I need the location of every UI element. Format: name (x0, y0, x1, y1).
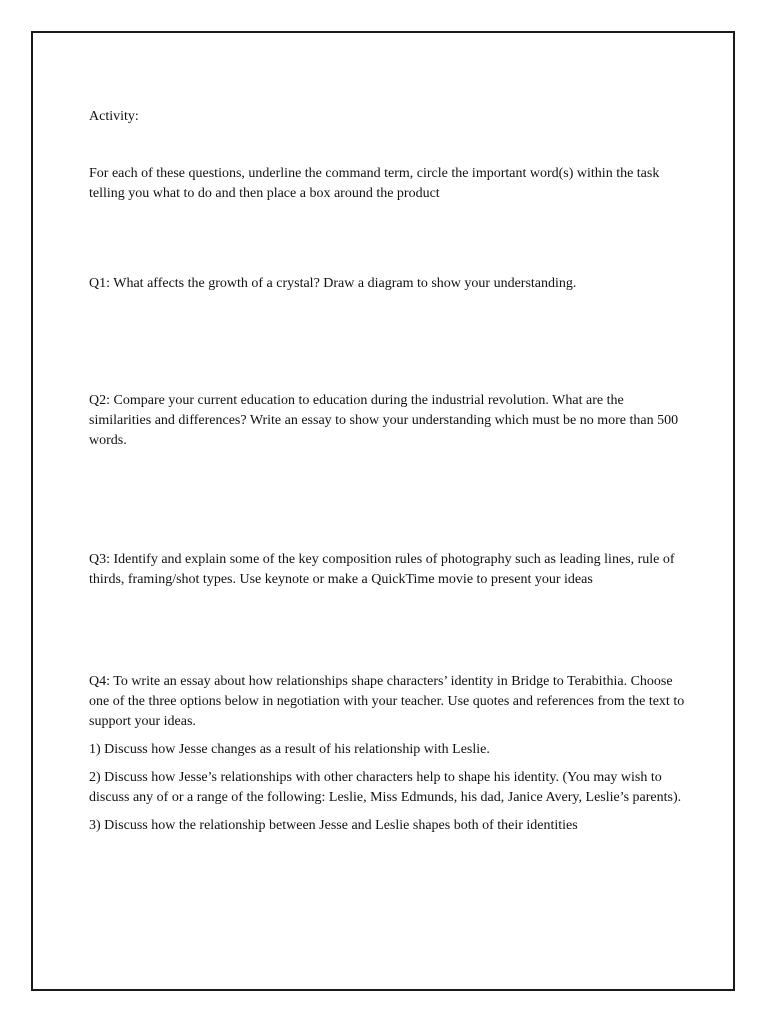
question-4-option-2: 2) Discuss how Jesse’s relationships with other characters help to shape his identity. (You may wish to discuss any of or a range of the following: Leslie, Miss Edmunds, his dad, Janice Avery, Leslie’s parents). (89, 770, 682, 805)
question-4-option-1: 1) Discuss how Jesse changes as a result of his relationship with Leslie. (89, 742, 490, 757)
activity-instructions: For each of these questions, underline the command term, circle the important word(s) within the task telling you what to do and then place a box around the product (89, 166, 660, 201)
question-4: Q4: To write an essay about how relationships shape characters’ identity in Bridge to Terabithia. Choose one of the three options below in negotiation with your teacher. Use quotes and references from the text to support your ideas. (89, 674, 685, 729)
question-3: Q3: Identify and explain some of the key composition rules of photography such as leading lines, rule of thirds, framing/shot types. Use keynote or make a QuickTime movie to present your ideas (89, 552, 675, 587)
question-4-block (89, 672, 685, 836)
question-1: Q1: What affects the growth of a crystal? Draw a diagram to show your understanding. (89, 276, 577, 291)
question-2: Q2: Compare your current education to education during the industrial revolution. What are the similarities and differences? Write an essay to show your understanding which must be no more than 500 words. (89, 393, 679, 448)
question-4-option-3: 3) Discuss how the relationship between Jesse and Leslie shapes both of their identities (89, 818, 578, 833)
activity-heading: Activity: (89, 109, 139, 124)
